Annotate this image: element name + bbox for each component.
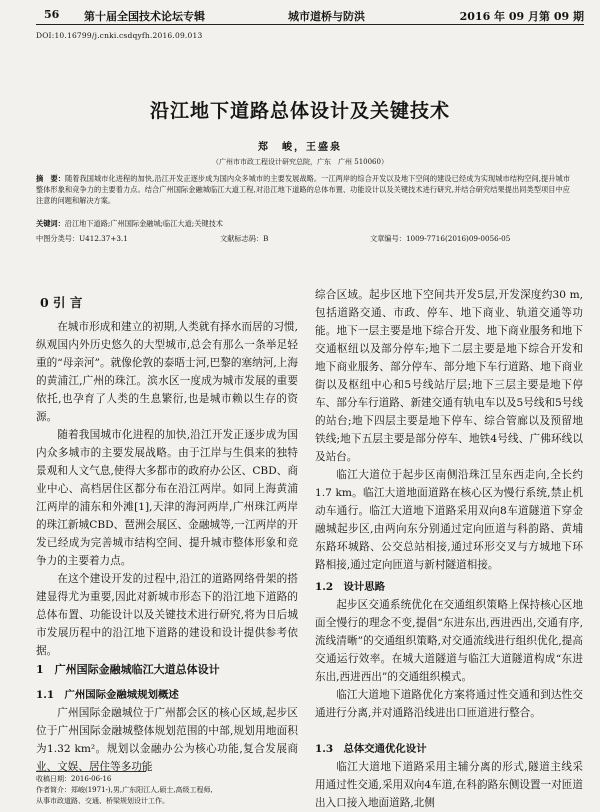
article-number: 文章编号：1009-7716(2016)09-0056-05: [370, 234, 511, 243]
section-1-1-body: [36, 704, 298, 776]
received-date: 收稿日期：2016-06-16: [36, 775, 112, 783]
footnote-rule: [36, 771, 146, 772]
paragraph: 临江大道地下道路优化方案将通过性交通和到达性交通进行分离,并对通路沿线进出口匝道进行整合。: [315, 689, 583, 719]
keywords-text: 沿江地下道路;广州国际金融城;临江大道;关键技术: [64, 219, 223, 228]
section-0-body: [36, 318, 298, 660]
paragraph: 在这个建设开发的过程中,沿江的道路网络骨架的搭建显得尤为重要,因此对新城市形态下的沿江地下道路的总体布置、功能设计以及关键技术进行研究,将为日后城市发展历程中的沿江地下道路的建设和设计提供参考依据。: [36, 573, 298, 657]
doi: DOI:10.16799/j.cnki.csdqyfh.2016.09.013: [36, 31, 203, 40]
author-bio-cont: 从事市政道路、交通、桥梁规划设计工作。: [36, 797, 169, 805]
abstract-text: 随着我国城市化进程的加快,沿江开发正逐步成为国内众多城市的主要发展战略。一江两岸的综合开发以及地下空间的建设已经成为实现城市结构空间,提升城市整体形象和竞争力的主要着力点。结合广州国际金融城临江大道工程,对沿江地下道路的总体布置、功能设计以及关键技术进行研究,并结合研究结果提出同类型项目中应注意的问题和解决方案。: [36, 174, 570, 205]
keywords-label: 关键词：: [36, 219, 65, 228]
section-1-3-heading: 1.3 总体交通优化设计: [315, 743, 427, 755]
paragraph: 综合区域。起步区地下空间共开发5层,开发深度约30 m,包括道路交通、市政、停车、地下商业、轨道交通等功能。地下一层主要是地下综合开发、地下商业服务和地下交通枢纽以及部分停车;地下二层主要是地下综合开发和地下商业服务、部分停车、部分地下车行道路、地下商业街以及枢纽中心和5号线站厅层;地下三层主要是地下停车、部分车行道路、新建交通有轨电车以及5号线和5号线的站台;地下四层主要是地下停车、综合管廊以及预留地铁线;地下五层主要是部分停车、地铁4号线、广佛环线以及站台。: [315, 289, 583, 463]
footnote: [36, 774, 298, 807]
paragraph: 在城市形成和建立的初期,人类就有择水而居的习惯,纵观国内外历史悠久的大型城市,总会有那么一条举足轻重的“母亲河”。就像伦敦的泰晤士河,巴黎的塞纳河,上海的黄浦江,广州的珠江。滨水区一度成为城市发展的重要依托,也孕育了人类的生息繁衍,也是城市赖以生存的资源。: [36, 321, 298, 423]
running-header: [36, 6, 584, 24]
paper-title: 沿江地下道路总体设计及关键技术: [149, 100, 450, 122]
abstract-label: 摘 要：: [36, 174, 66, 183]
document-code: 文献标志码：B: [220, 234, 269, 243]
conference-name: 第十届全国技术论坛专辑: [84, 10, 205, 23]
paragraph: 随着我国城市化进程的加快,沿江开发正逐步成为国内众多城市的主要发展战略。由于江岸与生俱来的独特景观和人文气息,使得大多都市的政府办公区、CBD、商业中心、高档居住区都分布在沿江两岸。如同上海黄浦江两岸的浦东和外滩[1],天津的海河两岸,广州珠江两岸的珠江新城CBD、琶洲会展区、金融城等,一江两岸的开发已经成为完善城市结构空间、提升城市整体形象和竞争力的主要着力点。: [36, 429, 298, 567]
section-1-heading: 1 广州国际金融城临江大道总体设计: [36, 663, 220, 676]
paragraph: 临江大道地下道路采用主辅分离的形式,隧道主线采用通过性交通,采用双向4车道,在科韵路东侧设置一对匝道出入口接入地面道路,北侧: [315, 761, 583, 809]
section-0-heading: 0 引 言: [40, 295, 83, 310]
section-1-3-body: [315, 758, 583, 812]
paragraph: 临江大道位于起步区南侧沿珠江呈东西走向,全长约1.7 km。临江大道地面道路在核心区为慢行系统,禁止机动车通行。临江大道地下道路采用双向8车道隧道下穿金融城起步区,由两向东分别通过定向匝道与科韵路、黄埔东路环城路、公交总站相接,通过环形交叉与方城地下环路相接,通过定向匝道与新村隧道相接。: [315, 469, 583, 571]
affiliation: （广州市市政工程设计研究总院，广东 广州 510060）: [212, 158, 388, 166]
issue-date: 2016 年 09 月第 09 期: [459, 10, 584, 23]
paragraph: 起步区交通系统优化在交通组织策略上保持核心区地面全慢行的理念不变,提倡“东进东出,西进西出,交通有序,流线清晰”的交通组织策略,对交通流线进行组织优化,提高交通运行效率。在城大道隧道与临江大道隧道构成“东进东出,西进西出”的交通组织模式。: [315, 599, 583, 683]
keywords: [36, 219, 570, 229]
clc-number: 中图分类号：U412.37+3.1: [36, 234, 128, 243]
paragraph: 广州国际金融城位于广州都会区的核心区域,起步区位于广州国际金融城整体规划范围的中部,规划用地面积为1.32 km²。规划以金融办公为核心功能,复合发展商业、文娱、居住等多功能: [36, 707, 298, 773]
journal-column: 城市道桥与防洪: [288, 10, 365, 23]
author-bio: 作者简介：郑峻(1971-),男,广东阳江人,硕士,高级工程师,: [36, 786, 213, 794]
right-column-top: [315, 286, 583, 574]
section-1-1-heading: 1.1 广州国际金融城规划概述: [36, 689, 179, 701]
page-number: 56: [44, 8, 60, 21]
section-1-2-body: [315, 596, 583, 722]
section-1-2-heading: 1.2 设计思路: [315, 581, 386, 593]
abstract: [36, 173, 570, 206]
header-rule: [36, 24, 584, 25]
authors: 郑 峻，王盛泉: [258, 142, 342, 153]
